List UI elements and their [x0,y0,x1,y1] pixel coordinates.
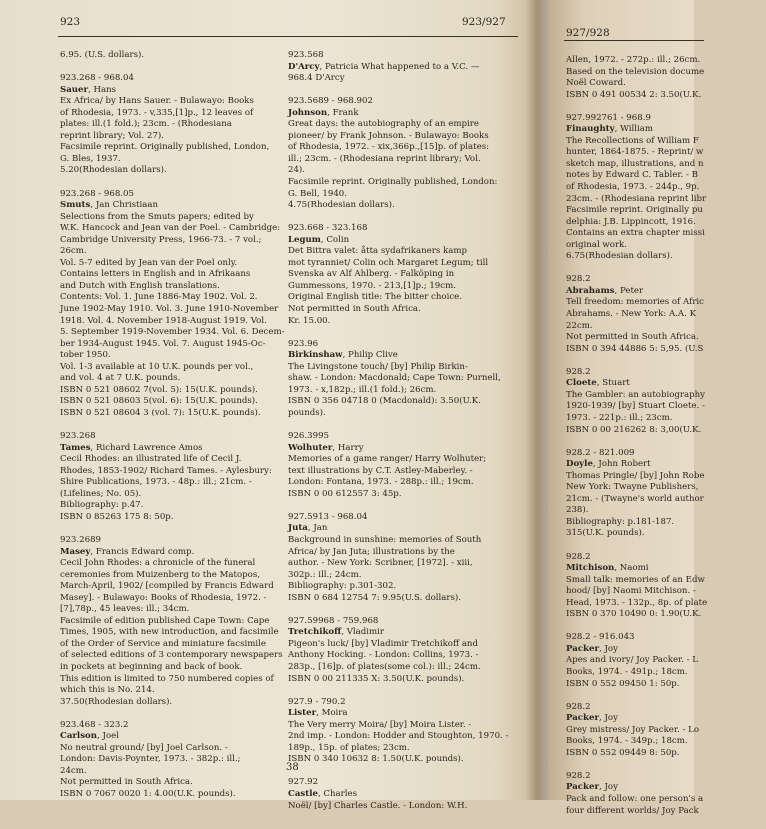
entry-line: Det Bittra valet: åtta sydafrikaners kamp [288,246,467,257]
class-number: 928.2 [566,701,591,712]
author-surname: Doyle [566,459,593,470]
entry-line: 24cm. [60,765,87,776]
entry-line: hunter, 1864-1875. - Reprint/ w [566,147,704,158]
entry-line: No neutral ground/ [by] Joel Carlson. - [60,742,228,753]
entry-line: Bibliography: p.181-187. [566,516,675,527]
entry-line: ISBN 0 521 08602 7(vol. 5): 15(U.K. pounds). [60,384,258,395]
entry-heading [288,789,520,801]
entry-line: Bibliography: p.301-302. [288,581,397,592]
catalog-entry [60,534,283,708]
entry-line: delphia: J.B. Lippincott, 1916. [566,216,696,227]
entry-line: Shire Publications, 1973. - 48p.: ill.; 21cm. - [60,477,252,488]
entry-line: hood/ [by] Naomi Mitchison. - [566,586,696,597]
entry-line: ISBN 0 340 10632 8: 1.50(U.K. pounds). [288,754,464,765]
author-surname: Tretchikoff [288,627,342,638]
entry-line: ISBN 0 394 44886 5: 5,95. (U.S [566,343,704,354]
catalog-entry [566,771,766,817]
entry-line: The Gambler: an autobiography [566,389,706,400]
catalog-entry [288,697,520,766]
entry-line: G. Bles, 1937. [60,153,121,164]
entry-line: March-April, 1902/ [compiled by Francis Edward [60,581,274,592]
entry-line: Original English title: The bitter choice. [288,292,462,303]
class-number: 923.268 - 968.04 [60,73,134,84]
entry-line: Bibliography: p.47. [60,500,144,511]
entry-line: ISBN 0 370 10490 0: 1.90(U.K. [566,609,702,620]
entry-line: Pack and follow: one person's a [566,794,704,804]
author-given-name: , Richard Lawrence Amos [90,442,203,453]
entry-line: Pigeon's luck/ [by] Vladimir Tretchikoff and [288,638,478,649]
entry-line: notes by Edward C. Tabler. - B [566,170,698,181]
entry-heading [288,523,520,535]
entry-heading [288,708,520,720]
entry-line: ISBN 0 684 12754 7: 9.95(U.S. dollars). [288,592,461,603]
author-surname: Sauer [60,84,89,95]
entry-line: ISBN 0 00 211335 X: 3.50(U.K. pounds). [288,673,465,684]
author-surname: Finaughty [566,124,615,135]
author-given-name: , Charles [317,789,358,799]
author-given-name: , John Robert [592,459,651,470]
entry-line: 2nd imp. - London: Hodder and Stoughton, 1970. - [288,731,509,742]
entry-line: ISBN 0 356 04718 0 (Macdonald): 3.50(U.K. [288,396,481,407]
entry-line: 5. September 1919-November 1934. Vol. 6. Decem- [60,327,285,338]
author-given-name: , Joel [97,731,119,742]
entry-heading [566,782,766,794]
entry-heading [288,627,520,639]
entry-line: ISBN 0 00 612557 3: 45p. [288,488,402,499]
catalog-entry [288,777,520,812]
author-surname: Mitchison [566,563,615,574]
entry-line: text illustrations by C.T. Astley-Maberley. - [288,465,473,476]
entry-line: Thomas Pringle/ [by] John Robe [566,470,705,481]
class-number: 928.2 - 916.043 [566,632,635,643]
entry-heading [288,443,520,455]
author-given-name: , Jan [307,523,328,534]
author-surname: Birkinshaw [288,350,343,361]
author-given-name: , Colin [320,234,350,245]
entry-line: of Rhodesia, 1973. - 244p., 9p. [566,182,700,193]
entry-line: Small talk: memories of an Edw [566,574,705,585]
author-given-name: , Philip Clive [342,350,398,361]
entry-line: Vol. 1-3 available at 10 U.K. pounds per vol., [60,361,254,372]
entry-line: ISBN 0 552 09450 1: 50p. [566,678,680,689]
catalog-entry [566,702,766,760]
entry-line: 189p., 15p. of plates; 23cm. [288,742,410,753]
footer-page-number: 38 [286,762,299,773]
entry-line: Selections from the Smuts papers; edited by [60,211,254,222]
catalog-entry [60,431,275,523]
entry-line: ceremonies from Muizenberg to the Matopos, [60,569,260,580]
left-page-number: 923 [60,16,81,28]
catalog-entry [566,552,766,621]
carryover-line: Based on the television docume [566,66,705,77]
class-number: 928.2 [566,551,591,562]
class-number: 928.2 [566,274,591,285]
catalog-entry [288,616,520,685]
author-surname: Smuts [60,200,91,211]
author-surname: Juta [288,523,308,534]
entry-line: and Dutch with English translations. [60,280,220,291]
class-number: 923.568 [288,50,324,60]
entry-line: 1920-1939/ [by] Stuart Cloete. - [566,401,705,412]
entry-line: author. - New York: Scribner, [1972]. - xiii, [288,558,473,569]
entry-line: ill.; 23cm. - (Rhodesiana reprint library; Vol. [288,153,481,164]
author-surname: Johnson [288,107,328,118]
entry-heading [288,350,520,362]
class-number: 923.96 [288,338,319,349]
class-number: 928.2 - 821.009 [566,447,635,458]
entry-line: ISBN 0 7067 0020 1: 4.00(U.K. pounds). [60,789,236,799]
entry-line: of Rhodesia, 1972. - xix,366p.,[15]p. of plates: [288,142,490,153]
entry-line: Not permitted in South Africa. [60,777,193,788]
entry-line: 23cm. - (Rhodesiana reprint libr [566,193,707,204]
author-given-name: , Francis Edward comp. [90,546,195,557]
entry-line: ISBN 0 85263 175 8: 50p. [60,511,174,522]
entry-line: tober 1950. [60,350,111,361]
author-surname: Abrahams [566,285,615,296]
author-surname: Wolhuter [288,442,333,453]
entry-line: 1973. - 221p.: ill.; 23cm. [566,412,673,423]
entry-line: Facsimile reprint. Originally published, London: [288,177,498,188]
class-number: 926.3995 [288,431,330,442]
carryover-text [60,50,275,62]
entry-line: of Rhodesia, 1973. - v,335,[1]p., 12 leaves of [60,107,254,118]
entry-line: G. Bell, 1940. [288,188,347,199]
entry-heading [288,108,520,120]
author-given-name: , Moira [316,708,348,719]
entry-line: Apes and ivory/ Joy Packer. - L [566,655,698,666]
entry-line: London: Fontana, 1973. - 288p.: ill.; 19cm. [288,477,474,488]
entry-line: 5.20(Rhodesian dollars). [60,165,167,176]
entry-line: 315(U.K. pounds). [566,528,645,539]
entry-line: The Livingstone touch/ [by] Philip Birkin- [288,361,468,372]
entry-line: ISBN 0 521 08603 5(vol. 6): 15(U.K. pounds). [60,396,258,407]
entry-line: The Very merry Moira/ [by] Moira Lister. - [288,719,472,730]
entry-line: Not permitted in South Africa. [288,304,421,315]
carryover-line: Allen, 1972. - 272p.: ill.; 26cm. [566,55,701,65]
entry-line: Vol. 5-7 edited by Jean van der Poel only. [60,257,238,268]
entry-line: Contains an extra chapter missi [566,228,705,239]
author-given-name: , Peter [614,285,644,296]
entry-line: W.K. Hancock and Jean van der Poel. - Cambridge: [60,223,281,234]
entry-line: Ex Africa/ by Hans Sauer. - Bulawayo: Books [60,96,254,107]
entry-line: Svenska av Alf Ahlberg. - Falköping in [288,269,455,280]
entry-line: Background in sunshine: memories of South [288,534,482,545]
entry-line: [7],78p., 45 leaves: ill.; 34cm. [60,604,190,615]
entry-heading [288,235,520,247]
entry-line: London: Davis-Poynter, 1973. - 382p.: ill.; [60,754,241,765]
entry-line: 6.75(Rhodesian dollars). [566,251,673,262]
entry-line: 22cm. [566,320,593,331]
catalog-entry [566,448,766,540]
entry-line: Cecil Rhodes: an illustrated life of Cecil J. [60,454,242,465]
catalog-entry [566,113,766,263]
entry-line: of selected editions of 3 contemporary newspapers [60,650,283,661]
catalog-entry [288,512,520,604]
entry-line: 24). [288,165,306,176]
entry-line: ISBN 0 521 08604 3 (vol. 7): 15(U.K. pounds). [60,407,261,418]
class-number: 927.92 [288,777,319,788]
catalog-entry [288,50,520,85]
author-given-name: , Vladimir [341,627,385,638]
entry-line: This edition is limited to 750 numbered copies of [60,673,274,684]
class-number: 927.59968 - 759.968 [288,615,379,626]
author-surname: Packer [566,643,599,654]
carryover-line: ISBN 0 491 00534 2: 3.50(U.K. [566,89,702,100]
class-number: 923.468 - 323.2 [60,719,129,730]
entry-line: Books, 1974. - 491p.; 18cm. [566,666,688,677]
entry-line: 1918. Vol. 4. November 1918-August 1919. Vol. [60,315,267,326]
entry-line: Anthony Hocking. - London: Collins, 1973. - [288,650,479,661]
entry-line: Books, 1974. - 349p.; 18cm. [566,736,688,747]
author-given-name: , Jan Christiaan [90,200,159,211]
catalog-entry [566,632,766,690]
entry-line: (Lifelines; No. 05). [60,488,142,499]
entry-line: 238). [566,505,589,516]
entry-line: Contents: Vol. 1. June 1886-May 1902. Vol. 2. [60,292,258,303]
header-rule-right [564,40,704,41]
carryover-text [566,55,766,101]
author-surname: Castle [288,789,318,799]
right-page [548,0,708,816]
class-number: 927.9 - 790.2 [288,696,346,707]
entry-line: Cambridge University Press, 1966-73. - 7 vol.; [60,234,262,245]
entry-line: 283p., [16]p. of plates(some col.): ill.; 24cm. [288,661,481,672]
entry-heading [60,200,275,212]
entry-line: 26cm. [60,246,87,257]
class-number: 923.268 - 968.05 [60,188,134,199]
carryover-line: 6.95. (U.S. dollars). [60,50,145,60]
entry-line: which this is No. 214. [60,685,155,696]
entry-line: mot tyranniet/ Colin och Margaret Legum; till [288,257,489,268]
entry-heading [60,547,275,559]
author-surname: Legum [288,234,321,245]
entry-line: Noël/ [by] Charles Castle. - London: W.H. [288,800,468,811]
entry-line: reprint library; Vol. 27). [60,130,164,141]
catalog-entry [288,223,520,327]
class-number: 923.5689 - 968.902 [288,96,373,107]
entry-line: Kr. 15.00. [288,315,331,326]
entry-line: Head, 1973. - 132p., 8p. of plate [566,597,708,608]
entry-line: pioneer/ by Frank Johnson. - Bulawayo: Books [288,130,489,141]
author-given-name: , Hans [88,84,117,95]
catalog-entry [288,339,520,420]
class-number: 927.5913 - 968.04 [288,511,368,522]
running-head-right: 927/928 [566,27,610,39]
entry-line: shaw. - London: Macdonald; Cape Town: Purnell, [288,373,501,384]
class-number: 928.2 [566,770,591,781]
author-given-name: , Frank [327,107,359,118]
entry-line: 37.50(Rhodesian dollars). [60,696,173,707]
entry-heading [60,443,275,455]
catalog-entry [288,96,520,211]
catalog-entry [566,367,766,436]
column-1 [60,50,285,812]
entry-line: Facsimile reprint. Originally pu [566,205,703,216]
author-given-name: , Joy [598,643,618,654]
author-given-name: , Joy [598,782,618,793]
entry-line: June 1902-May 1910. Vol. 3. June 1910-November [60,304,279,315]
entry-line: Facsimile of edition published Cape Town: Cape [60,615,270,626]
catalog-entry [60,188,285,420]
author-surname: Tames [60,442,91,453]
entry-line: New York: Twayne Publishers, [566,482,699,493]
class-number: 923.668 - 323.168 [288,223,368,234]
entry-line: four different worlds/ Joy Pack [566,805,699,816]
entry-heading [566,713,766,725]
class-number: 928.2 [566,366,591,377]
entry-line: The Recollections of William F [566,135,699,146]
entry-heading [288,62,520,74]
entry-line: original work. [566,239,627,250]
author-surname: Cloete [566,378,597,389]
author-surname: Packer [566,713,599,724]
entry-line: Rhodes, 1853-1902/ Richard Tames. - Aylesbury: [60,465,272,476]
author-surname: Carlson [60,731,98,742]
entry-heading [566,286,766,298]
author-given-name: , Stuart [596,378,630,389]
author-surname: Lister [288,708,317,719]
author-surname: D'Arcy [288,61,320,72]
entry-line: Contains letters in English and in Afrikaans [60,269,251,280]
entry-line: Abrahams. - New York: A.A. K [566,309,697,320]
entry-heading [60,85,275,97]
entry-line: 21cm. - (Twayne's world author [566,493,704,504]
entry-line: Africa/ by Jan Juta; illustrations by the [288,546,455,557]
author-given-name: , Harry [332,442,364,453]
entry-heading [566,563,766,575]
catalog-entry [566,274,766,355]
entry-line: Memories of a game ranger/ Harry Wolhuter; [288,454,487,465]
column-3 [566,55,766,829]
entry-heading [566,459,766,471]
running-head-left: 923/927 [462,16,506,28]
column-2 [288,50,520,824]
class-number: 927.992761 - 968.9 [566,112,651,123]
author-given-name: , Patricia What happened to a V.C. — [319,61,480,72]
header-rule [58,36,518,37]
entry-line: ber 1934-August 1945. Vol. 7. August 1945-Oc- [60,338,266,349]
entry-line: 1973. - x,182p.; ill.(1 fold.); 26cm. [288,384,437,395]
entry-line: Gummessons, 1970. - 213,[1]p.; 19cm. [288,280,456,291]
entry-line: ISBN 0 552 09449 8: 50p. [566,747,680,758]
entry-line: Not permitted in South Africa. [566,332,699,343]
entry-line: 4.75(Rhodesian dollars). [288,200,395,211]
entry-line: sketch map, illustrations, and n [566,158,704,169]
entry-line: Tell freedom: memories of Afric [566,297,704,308]
class-number: 923.268 [60,431,96,442]
entry-line: Cecil John Rhodes: a chronicle of the funeral [60,558,256,569]
entry-line: plates: ill.(1 fold.); 23cm. - (Rhodesiana [60,119,232,130]
entry-line: Times, 1905, with new introduction, and facsimile [60,627,279,638]
author-given-name: , Naomi [614,563,649,574]
entry-heading [60,731,275,743]
entry-line: Masey]. - Bulawayo: Books of Rhodesia, 1972. - [60,592,267,603]
catalog-entry [60,73,275,177]
entry-line: in pockets at beginning and back of book. [60,661,243,672]
author-surname: Packer [566,782,599,793]
entry-line: Great days: the autobiography of an empire [288,119,479,130]
entry-line: 968.4 D'Arcy [288,73,345,84]
entry-heading [566,378,766,390]
carryover-line: Noël Coward. [566,78,626,89]
entry-line: pounds). [288,407,326,418]
entry-line: Grey mistress/ Joy Packer. - Lo [566,724,700,735]
entry-line: 302p.: ill.; 24cm. [288,569,362,580]
author-given-name: , William [614,124,654,135]
entry-heading [566,644,766,656]
entry-line: of the Order of Service and miniature facsimile [60,638,266,649]
entry-heading [566,124,766,136]
author-surname: Masey [60,546,91,557]
entry-line: ISBN 0 00 216262 8: 3,00(U.K. [566,424,702,435]
entry-line: and vol. 4 at 7 U.K. pounds. [60,373,181,384]
author-given-name: , Joy [598,713,618,724]
entry-line: Facsimile reprint. Originally published, London, [60,142,270,153]
catalog-entry [288,431,520,500]
book-gutter [526,0,550,800]
catalog-entry [60,720,275,801]
class-number: 923.2689 [60,534,102,545]
